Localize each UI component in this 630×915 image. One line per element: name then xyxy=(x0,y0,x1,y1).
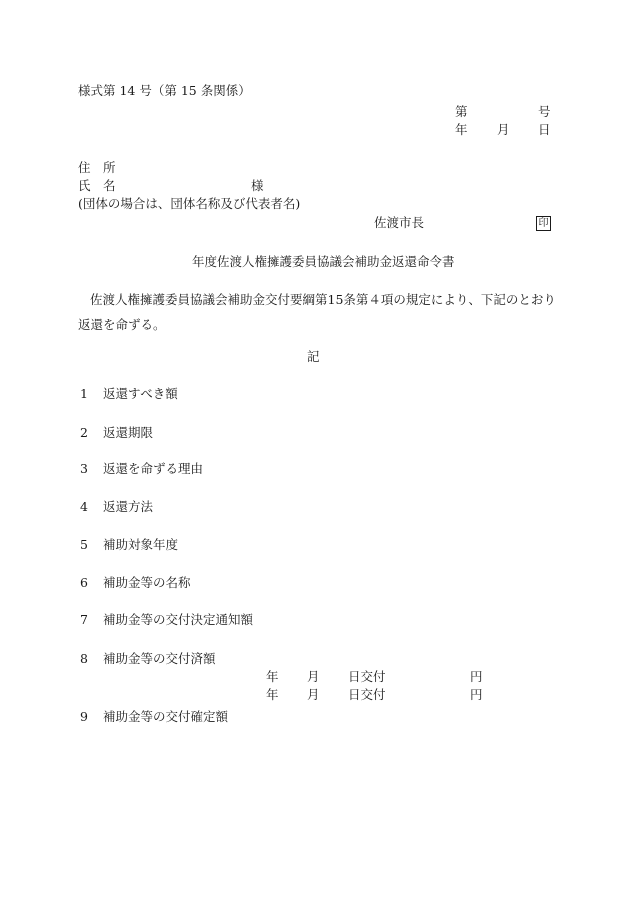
seal-mark: 印 xyxy=(536,216,551,231)
date-year-label: 年 xyxy=(455,122,468,137)
paid-row-yen: 円 xyxy=(470,687,483,702)
document-title: 年度佐渡人権擁護委員協議会補助金返還命令書 xyxy=(192,254,455,269)
issuer-title: 佐渡市長 xyxy=(374,215,425,230)
paid-row-yen: 円 xyxy=(470,669,483,684)
item-label: 補助金等の名称 xyxy=(103,575,191,590)
address-label: 住 所 xyxy=(78,160,116,175)
item-number: 6 xyxy=(80,575,88,590)
ki-marker: 記 xyxy=(307,349,320,364)
paid-row-month: 月 xyxy=(307,669,320,684)
item-number: 8 xyxy=(80,651,88,666)
paid-row-year: 年 xyxy=(266,687,279,702)
item-number: 4 xyxy=(80,499,88,514)
document-number-go: 号 xyxy=(538,104,551,119)
name-label: 氏 名 xyxy=(78,178,116,193)
body-paragraph: 佐渡人権擁護委員協議会補助金交付要綱第15条第４項の規定により、下記のとおり返還を命ずる。 xyxy=(78,292,556,332)
item-number: 3 xyxy=(80,461,88,476)
document-number-dai: 第 xyxy=(455,104,468,119)
item-label: 返還を命ずる理由 xyxy=(103,461,204,476)
sama-honorific: 様 xyxy=(251,178,264,193)
item-label: 補助金等の交付決定通知額 xyxy=(103,612,254,627)
item-number: 1 xyxy=(80,386,88,401)
item-label: 補助金等の交付確定額 xyxy=(103,709,229,724)
item-number: 7 xyxy=(80,612,88,627)
paid-row-month: 月 xyxy=(307,687,320,702)
item-label: 返還方法 xyxy=(103,499,154,514)
date-month-label: 月 xyxy=(497,122,510,137)
form-number-label: 様式第 14 号（第 15 条関係） xyxy=(78,83,251,98)
item-label: 補助金等の交付済額 xyxy=(103,651,216,666)
item-number: 2 xyxy=(80,425,88,440)
date-day-label: 日 xyxy=(538,122,551,137)
item-label: 補助対象年度 xyxy=(103,537,179,552)
item-number: 5 xyxy=(80,537,88,552)
item-label: 返還期限 xyxy=(103,425,154,440)
paid-row-day-issued: 日交付 xyxy=(348,669,386,684)
paid-row-year: 年 xyxy=(266,669,279,684)
item-number: 9 xyxy=(80,709,88,724)
item-label: 返還すべき額 xyxy=(103,386,178,401)
group-note: (団体の場合は、団体名称及び代表者名) xyxy=(78,196,301,211)
paid-row-day-issued: 日交付 xyxy=(348,687,386,702)
